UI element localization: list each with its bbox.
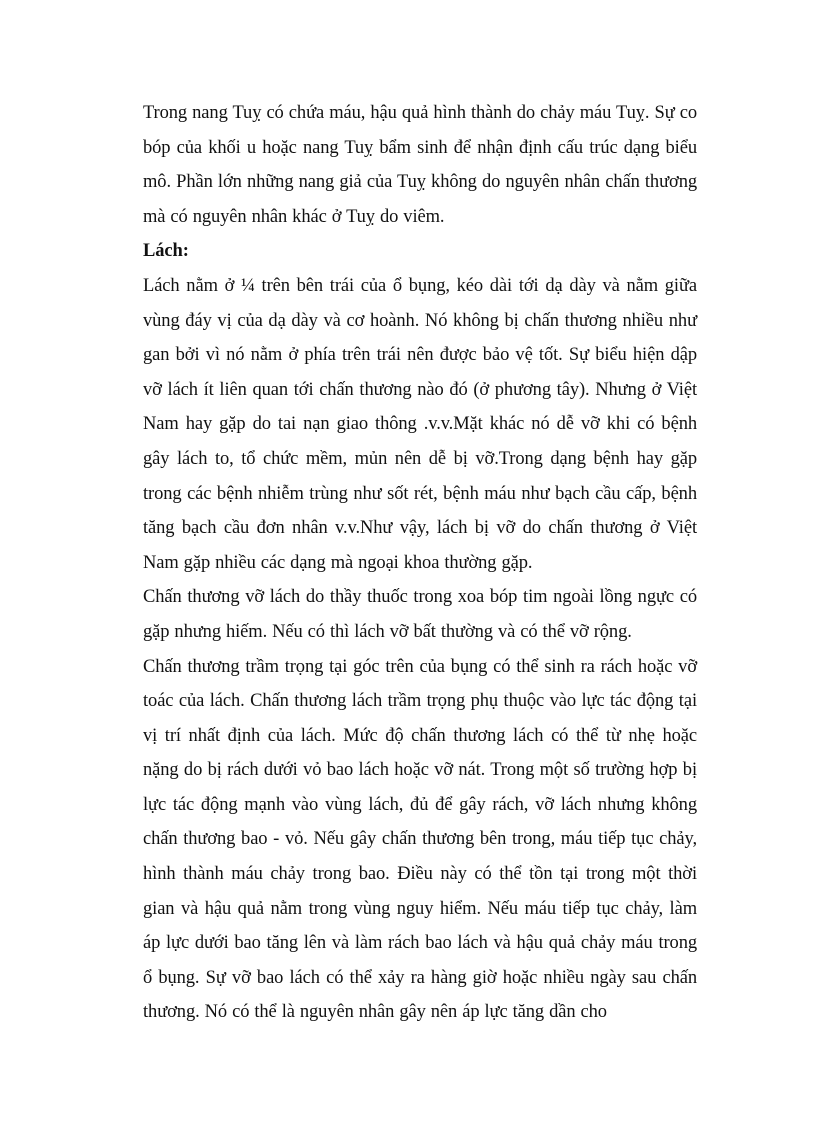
paragraph-spleen-trauma: Chấn thương trầm trọng tại góc trên của bụng có thể sinh ra rách hoặc vỡ toác của lách. Chấn thương lách trầm trọng phụ thuộc vào lực tác động tại vị trí nhất định của lách. Mức độ chấn thương lách có thể từ nhẹ hoặc nặng do bị rách dưới vỏ bao lách hoặc vỡ nát. Trong một số trường hợp bị lực tác động mạnh vào vùng lách, đủ để gây rách, vỡ lách nhưng không chấn thương bao - vỏ. Nếu gây chấn thương bên trong, máu tiếp tục chảy, hình thành máu chảy trong bao. Điều này có thể tồn tại trong một thời gian và hậu quả nằm trong vùng nguy hiểm. Nếu máu tiếp tục chảy, làm áp lực dưới bao tăng lên và làm rách bao lách và hậu quả chảy máu trong ổ bụng. Sự vỡ bao lách có thể xảy ra hàng giờ hoặc nhiều ngày sau chấn thương. Nó có thể là nguyên nhân gây nên áp lực tăng dần cho — [143, 656, 697, 1023]
paragraph-pancreas-cyst: Trong nang Tuỵ có chứa máu, hậu quả hình thành do chảy máu Tuỵ. Sự co bóp của khối u hoặc nang Tuỵ bẩm sinh để nhận định cấu trúc dạng biểu mô. Phần lớn những nang giả của Tuỵ không do nguyên nhân chấn thương mà có nguyên nhân khác ở Tuỵ do viêm. — [143, 103, 697, 227]
paragraph-spleen-location: Lách nằm ở ¼ trên bên trái của ổ bụng, kéo dài tới dạ dày và nằm giữa vùng đáy vị của dạ dày và cơ hoành. Nó không bị chấn thương nhiều như gan bởi vì nó nằm ở phía trên trái nên được bảo vệ tốt. Sự biểu hiện dập vỡ lách ít liên quan tới chấn thương nào đó (ở phương tây). Nhưng ở Việt Nam hay gặp do tai nạn giao thông .v.v.Mặt khác nó dễ vỡ khi có bệnh gây lách to, tổ chức mềm, mủn nên dễ bị vỡ.Trong dạng bệnh hay gặp trong các bệnh nhiễm trùng như sốt rét, bệnh máu như bạch cầu cấp, bệnh tăng bạch cầu đơn nhân v.v.Như vậy, lách bị vỡ do chấn thương ở Việt Nam gặp nhiều các dạng mà ngoại khoa thường gặp. — [143, 275, 697, 573]
section-heading-spleen: Lách: — [143, 241, 189, 262]
document-page — [143, 96, 697, 1030]
paragraph-spleen-cpr-injury: Chấn thương vỡ lách do thầy thuốc trong xoa bóp tim ngoài lồng ngực có gặp nhưng hiếm. Nếu có thì lách vỡ bất thường và có thể vỡ rộng. — [143, 587, 697, 642]
